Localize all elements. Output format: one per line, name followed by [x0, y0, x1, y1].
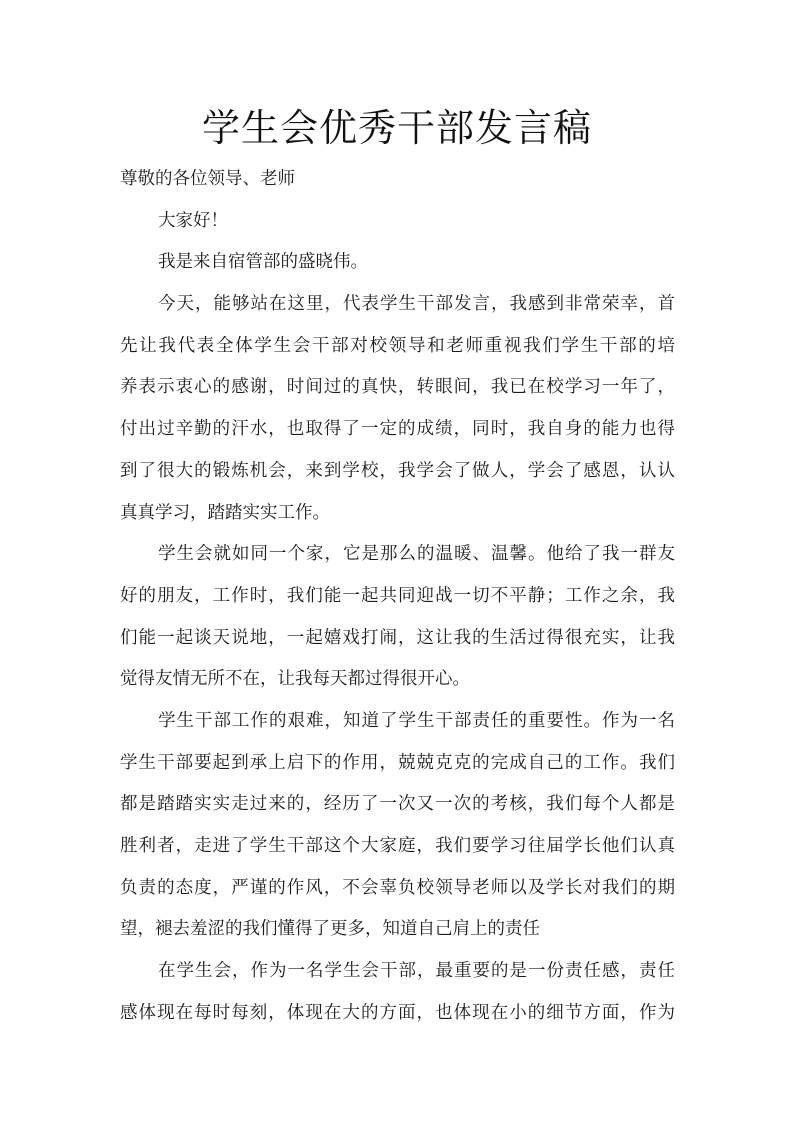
text-line: 真真学习，踏踏实实工作。 — [120, 502, 330, 523]
text-line: 我是来自宿管部的盛晓伟。 — [158, 252, 368, 273]
text-line: 学生会就如同一个家，它是那么的温暖、温馨。他给了我一群友 — [158, 544, 675, 565]
text-line: 都是踏踏实实走过来的，经历了一次又一次的考核，我们每个人都是 — [120, 794, 675, 815]
paragraph — [120, 534, 675, 701]
text-line: 学生干部要起到承上启下的作用，兢兢克克的完成自己的工作。我们 — [120, 752, 675, 773]
text-line: 今天，能够站在这里，代表学生干部发言，我感到非常荣幸，首 — [158, 294, 675, 315]
text-line: 负责的态度，严谨的作风，不会辜负校领导老师以及学长对我们的期 — [120, 877, 675, 898]
paragraph — [120, 951, 675, 1034]
text-line: 尊敬的各位领导、老师 — [120, 169, 295, 189]
text-line: 觉得友情无所不在，让我每天都过得很开心。 — [120, 669, 470, 690]
paragraph — [120, 242, 675, 284]
text-line: 到了很大的锻炼机会，来到学校，我学会了做人，学会了感恩，认认 — [120, 460, 675, 481]
paragraph — [120, 701, 675, 951]
text-line: 们能一起谈天说地，一起嬉戏打闹，这让我的生活过得很充实，让我 — [120, 627, 675, 648]
text-line: 大家好！ — [158, 210, 228, 231]
text-line: 先让我代表全体学生会干部对校领导和老师重视我们学生干部的培 — [120, 335, 675, 356]
paragraph — [120, 159, 675, 201]
text-line: 学生干部工作的艰难，知道了学生干部责任的重要性。作为一名 — [158, 710, 675, 731]
text-line: 胜利者，走进了学生干部这个大家庭，我们要学习往届学长他们认真 — [120, 836, 675, 856]
text-line: 付出过辛勤的汗水，也取得了一定的成绩，同时，我自身的能力也得 — [120, 419, 675, 440]
text-line: 感体现在每时每刻，体现在大的方面，也体现在小的细节方面，作为 — [120, 1002, 675, 1023]
paragraph — [120, 284, 675, 534]
document-title: 学生会优秀干部发言稿 — [201, 106, 592, 150]
text-line: 在学生会，作为一名学生会干部，最重要的是一份责任感，责任 — [158, 961, 675, 982]
text-line: 养表示衷心的感谢，时间过的真快，转眼间，我已在校学习一年了， — [120, 377, 675, 398]
text-line: 好的朋友，工作时，我们能一起共同迎战一切不平静；工作之余，我 — [120, 585, 675, 606]
document-body — [120, 159, 675, 1034]
paragraph — [120, 201, 675, 243]
text-line: 望，褪去羞涩的我们懂得了更多，知道自己肩上的责任 — [120, 919, 540, 940]
